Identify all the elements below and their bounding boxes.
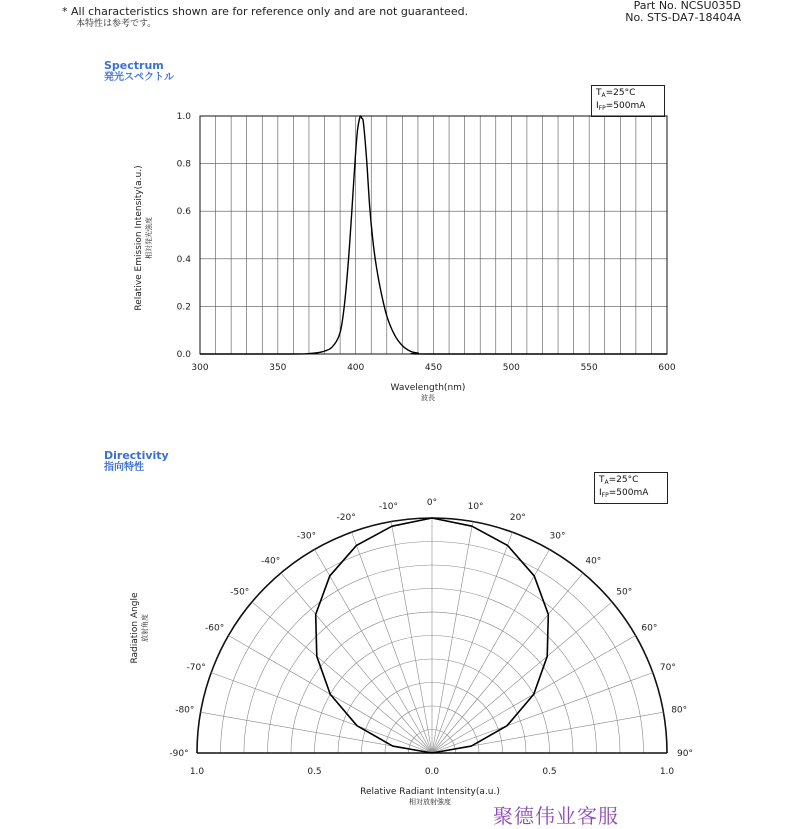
directivity-ylabel-sub: 放射角度 bbox=[141, 614, 149, 642]
directivity-angle-label: -90° bbox=[169, 749, 189, 759]
directivity-cond-ta: $T_A=25^\circ C$ bbox=[599, 475, 639, 486]
directivity-spoke bbox=[432, 549, 550, 753]
directivity-angle-label: 40° bbox=[585, 556, 602, 567]
spectrum-xtick-label: 300 bbox=[191, 363, 209, 373]
spectrum-xtick-label: 500 bbox=[502, 363, 520, 373]
directivity-spoke bbox=[391, 522, 432, 753]
spectrum-xtick-label: 450 bbox=[424, 363, 443, 373]
document-number: No. STS-DA7-18404A bbox=[625, 11, 741, 24]
directivity-xlabel: Relative Radiant Intensity(a.u.) bbox=[360, 787, 500, 797]
directivity-angle-label: -70° bbox=[186, 663, 206, 674]
spectrum-ytick-label: 0.0 bbox=[176, 350, 191, 360]
part-number: Part No. NCSU035D bbox=[633, 0, 741, 12]
disclaimer-jp: 本特性は参考です。 bbox=[76, 19, 157, 29]
directivity-radial-label: 1.0 bbox=[189, 767, 205, 777]
directivity-spoke bbox=[252, 602, 432, 753]
directivity-spoke bbox=[315, 549, 433, 753]
spectrum-ytick-label: 0.6 bbox=[176, 207, 191, 218]
spectrum-ytick-label: 0.4 bbox=[176, 254, 191, 265]
spectrum-cond-ta: $T_A=25^\circ C$ bbox=[596, 88, 636, 99]
directivity-ylabel-wrap bbox=[130, 578, 150, 678]
spectrum-ylabel-sub: 相対発光強度 bbox=[145, 217, 153, 259]
spectrum-xtick-label: 350 bbox=[269, 363, 287, 373]
spectrum-xlabel: Wavelength(nm) bbox=[390, 383, 466, 393]
disclaimer-en: * All characteristics shown are for reference only and are not guaranteed. bbox=[62, 5, 469, 18]
directivity-angle-label: 20° bbox=[509, 513, 526, 524]
directivity-radial-label: 1.0 bbox=[659, 767, 675, 777]
directivity-subtitle: 指向特性 bbox=[104, 462, 144, 473]
directivity-angle-label: 90° bbox=[677, 749, 693, 759]
directivity-spoke bbox=[432, 522, 473, 753]
directivity-spoke bbox=[432, 602, 612, 753]
spectrum-xtick-label: 600 bbox=[658, 363, 676, 373]
directivity-angle-label: -10° bbox=[378, 501, 399, 512]
directivity-angle-label: 70° bbox=[659, 663, 676, 674]
spectrum-ytick-label: 0.2 bbox=[176, 302, 191, 313]
spectrum-ylabel-wrap bbox=[134, 148, 154, 328]
spectrum-ytick-label: 1.0 bbox=[176, 112, 191, 122]
directivity-xlabel-sub: 相対放射強度 bbox=[409, 798, 451, 806]
spectrum-xlabel-sub: 波長 bbox=[421, 394, 435, 402]
directivity-cond-if: $I_{FP}=500mA$ bbox=[599, 488, 649, 499]
spectrum-title: Spectrum bbox=[104, 59, 164, 72]
spectrum-ytick-label: 0.8 bbox=[176, 159, 191, 170]
directivity-angle-label: -50° bbox=[230, 587, 250, 598]
directivity-radial-label: 0.0 bbox=[424, 767, 440, 777]
directivity-title: Directivity bbox=[104, 449, 169, 462]
directivity-radial-label: 0.5 bbox=[307, 767, 322, 777]
directivity-angle-label: -80° bbox=[175, 705, 195, 716]
directivity-angle-label: 50° bbox=[616, 587, 633, 598]
directivity-chart bbox=[0, 440, 785, 790]
directivity-angle-label: 10° bbox=[467, 501, 484, 512]
directivity-ylabel: Radiation Angle bbox=[130, 592, 140, 664]
directivity-angle-label: 30° bbox=[549, 531, 566, 542]
spectrum-xtick-label: 400 bbox=[347, 363, 365, 373]
directivity-angle-label: -30° bbox=[296, 531, 317, 542]
spectrum-xtick-label: 550 bbox=[580, 363, 598, 373]
directivity-radial-label: 0.5 bbox=[542, 767, 557, 777]
directivity-angle-label: -20° bbox=[336, 513, 356, 524]
spectrum-xlabel-wrap bbox=[328, 383, 528, 403]
spectrum-subtitle: 発光スペクトル bbox=[104, 72, 174, 83]
directivity-angle-label: -40° bbox=[261, 556, 281, 567]
watermark-text: 聚德伟业客服 bbox=[493, 804, 619, 828]
directivity-angle-label: -60° bbox=[205, 623, 225, 634]
spectrum-cond-if: $I_{FP}=500mA$ bbox=[596, 101, 646, 112]
spectrum-ylabel: Relative Emission Intensity(a.u.) bbox=[134, 165, 144, 311]
directivity-angle-label: 0° bbox=[426, 498, 438, 508]
directivity-angle-label: 80° bbox=[671, 705, 688, 716]
directivity-angle-label: 60° bbox=[641, 623, 658, 634]
